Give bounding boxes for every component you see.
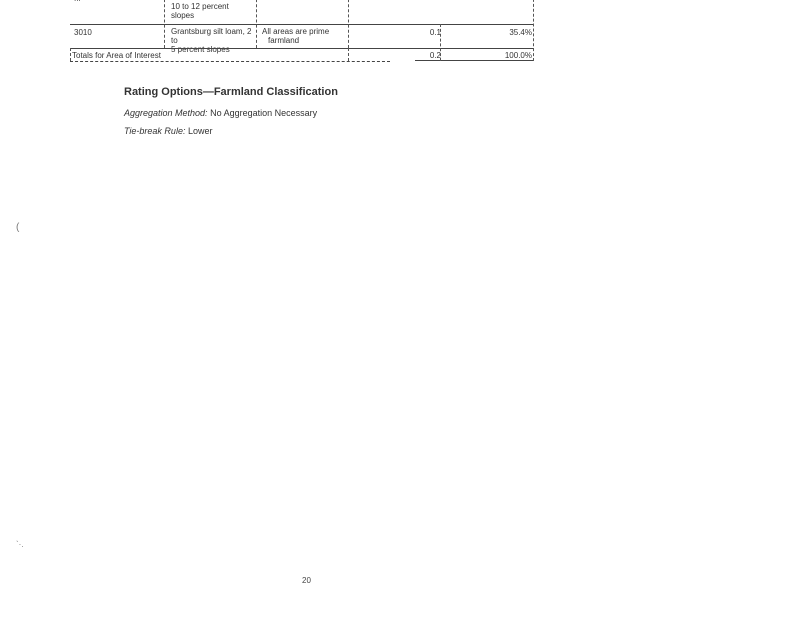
- rating-line: farmland: [268, 36, 300, 45]
- totals-label: Totals for Area of Interest: [72, 51, 161, 60]
- table-bottom-rule: [415, 60, 534, 61]
- column-divider: [348, 48, 349, 61]
- tiebreak-rule-label: Tie-break Rule:: [124, 126, 186, 136]
- scan-artifact-mark: (: [16, 222, 20, 233]
- totals-acres: 0.2: [429, 51, 441, 60]
- rating-options-section: [124, 86, 338, 144]
- scan-artifact-mark: `·.: [16, 540, 24, 549]
- map-unit-name-line: Grantsburg silt loam, 2 to: [171, 27, 252, 45]
- table-row: [70, 24, 534, 54]
- map-unit-name-line: slopes: [171, 11, 195, 20]
- tiebreak-rule: [124, 126, 338, 136]
- column-divider: [256, 0, 257, 48]
- aggregation-method-label: Aggregation Method:: [124, 108, 208, 118]
- acres-in-aoi: 0.1: [429, 28, 441, 37]
- map-unit-symbol: 3010: [74, 28, 92, 37]
- column-divider: [164, 0, 165, 48]
- page-number: 20: [302, 576, 311, 585]
- rating: [258, 27, 352, 45]
- percent-of-aoi: 35.4%: [509, 28, 532, 37]
- totals-percent: 100.0%: [504, 51, 532, 60]
- map-unit-name: [165, 2, 259, 20]
- column-divider: [70, 48, 71, 61]
- column-divider: [440, 24, 441, 61]
- aggregation-method: [124, 108, 338, 118]
- map-unit-name-line: 10 to 12 percent: [171, 2, 229, 11]
- rating-line: All areas are prime: [262, 27, 330, 36]
- tiebreak-rule-value: Lower: [187, 126, 213, 136]
- table-row: [70, 0, 534, 24]
- column-divider: [348, 0, 349, 48]
- column-divider: [533, 0, 534, 61]
- aggregation-method-value: No Aggregation Necessary: [210, 108, 318, 118]
- map-unit-table: [70, 0, 534, 61]
- table-bottom-rule: [70, 61, 390, 62]
- map-unit-name-line: 5 percent slopes: [171, 45, 230, 54]
- section-heading: Rating Options—Farmland Classification: [124, 86, 338, 98]
- map-unit-symbol: [74, 0, 81, 3]
